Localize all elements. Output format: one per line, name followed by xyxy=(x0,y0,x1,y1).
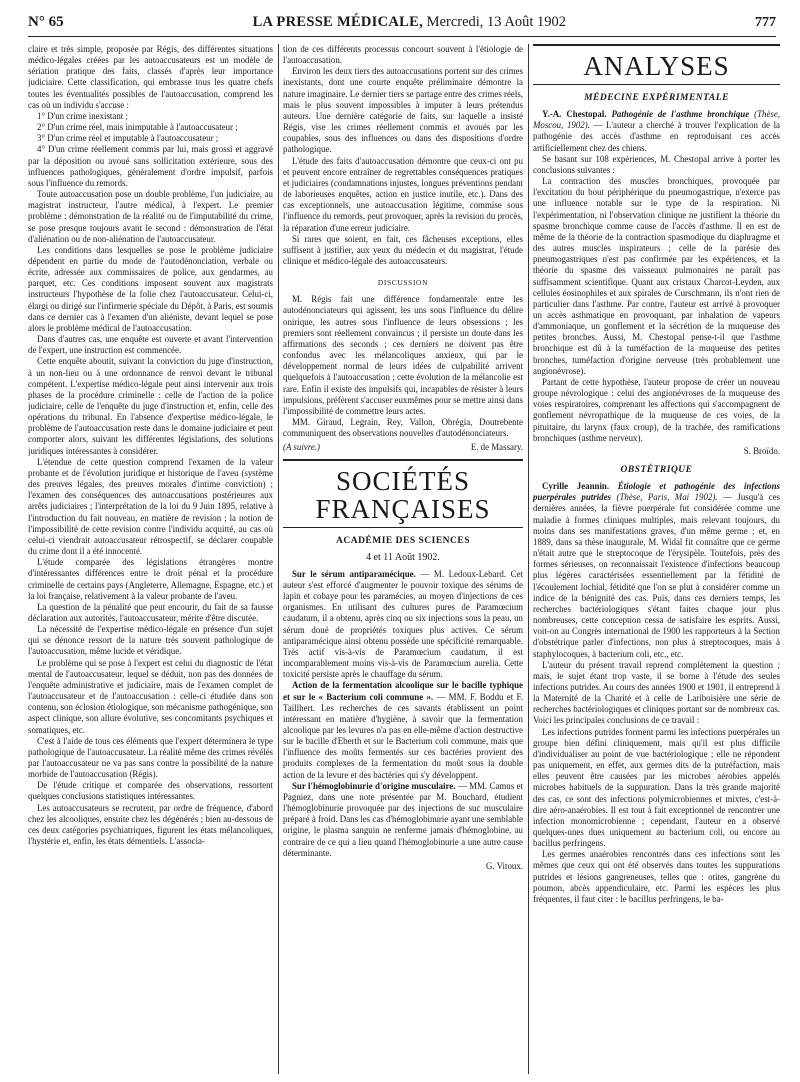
author-signature: G. Vitoux. xyxy=(485,860,523,871)
discussion-heading: DISCUSSION xyxy=(377,278,429,288)
paragraph: Environ les deux tiers des autoaccusations portent sur des crimes inexistants, dont une courte enquête préliminaire démontre la nature imaginaire. Le dernier tiers se partage entre des crimes réels, mais le plus souvent impossibles à imputer à leurs prétendus auteurs. Une dernière catégorie de faits, sur laquelle a insisté Régis, vise les crimes réellement commis et avoués par les coupables, sous des influences ou dans des dispositions d'ordre pathologique. xyxy=(283,66,523,155)
issue-date: Mercredi, 13 Août 1902 xyxy=(426,14,567,30)
author-signature: S. Broïdo. xyxy=(743,445,780,456)
column-1 xyxy=(28,44,273,1076)
to-be-continued: (A suivre.) xyxy=(283,442,320,453)
column-3 xyxy=(533,44,780,1076)
section-banner xyxy=(533,44,780,85)
entry-text: — Jusqu'à ces dernières années, la fièvre puerpérale fut considérée comme une maladie à formes cliniques multiples, mais relevant toujours, du moins dans ses manifestations graves, d'un même germe ; et, en 1889, dans sa thèse inaugurale, M. Widal fit connaître que ce germe n'était autre que le streptocoque de l'érysipèle. Toutefois, près des formes sérieuses, on reconnaissait l'existence d'infections beaucoup plus légères caractérisées essentiellement par la fétidité de l'écoulement lochial, fétidité que l'on se plut à considérer comme un indice de la bénignité des cas. Puis, dans ces derniers temps, les recherches bactériologiques s'étant faites chaque jour plus nombreuses, cette conception cessa de satisfaire les esprits. Aussi, voit-on au Congrès international de 1900 les rapporteurs à la Section d'obstétrique parler d'infections, non plus à streptocoques, mais à staphylocoques, à bacterium coli, etc., etc. xyxy=(533,492,780,659)
author-signature: E. de Massary. xyxy=(470,442,523,453)
entry-ref: (Thèse, Paris, Mai 1902). xyxy=(616,492,718,503)
list-item: 1° D'un crime inexistant ; xyxy=(37,110,128,121)
article-entry xyxy=(533,481,780,660)
entry-lead: Sur l'hémoglobinurie d'origine musculaire. xyxy=(292,780,456,791)
paragraph: Les autoaccusateurs se recrutent, par ordre de fréquence, d'abord chez les alcooliques, ensuite chez les dégénérés ; bien au-dessous de ces deux catégories psychiatriques, figurent les états mélancoliques, l'hystérie et, enfin, les états démentiels. L'associa- xyxy=(28,802,273,847)
paragraph: L'étendue de cette question comprend l'examen de la valeur probante et de l'évolution juridique et historique de l'aveu (système des preuves légales, des preuves morales d'intime conviction) ; l'examen des conséquences des autoaccusations postérieures aux arrêts judiciaires ; l'interprétation de la loi du 9 Juin 1895, relative à l'introduction du fait nouveau, en matière de revision ; la notion de l'impossibilité de cette revision contre l'individu acquitté, au cas où celui-ci viendrait autoaccusateur rétrospectif, se déclarer coupable du crime dont il a été innocenté. xyxy=(28,456,273,557)
paragraph: Les germes anaérobies rencontrés dans ces infections sont les mêmes que ceux qui ont été observés dans toutes les suppurations putrides et lésions gangreneuses, telles que : otites, gangrène du poumon, abcès appendiculaire, etc. Parmi les espèces les plus fréquentes, il faut citer : le bacillus perfringens, le ba- xyxy=(533,849,780,904)
paragraph: Le problème qui se pose à l'expert est celui du diagnostic de l'état mental de l'autoaccusateur, lequel se déduit, non pas des données de l'enquête administrative et judiciaire, mais de l'examen complet de l'autoaccusateur et de l'autoaccusation : celle-ci étudiée dans son contenu, son éclosion étiologique, son mécanisme pathogénique, son aspect clinique, son allure évolutive, ses concomitants psychiques et somatiques, etc. xyxy=(28,657,273,735)
paragraph: De l'étude critique et comparée des observations, ressortent quelques conclusions statistiques intéressantes. xyxy=(28,780,273,802)
paragraph: M. Régis fait une différence fondamentale entre les autodénonciateurs qui agissent, les uns sous l'influence du délire onirique, les autres sous l'influence de leurs obsessions ; les premiers sont réellement convaincus ; il persiste un doute dans les affirmations des seconds ; ces derniers ne doivent pas être confondus avec les mélancoliques anxieux, qui par le développement normal de leurs idées de culpabilité arrivent quelquefois à l'autoaccusation ; cette évolution de la mélancolie est rare. Enfin il existe des impulsifs qui, incapables de résister à leurs impulsions, préfèrent s'accuser euxmêmes pour se mettre ainsi dans l'impossibilité de commettre leurs actes. xyxy=(283,294,523,416)
list-item: 3° D'un crime réel et imputable à l'autoaccusateur ; xyxy=(37,133,219,144)
section-title: ANALYSES xyxy=(583,51,730,81)
session-date: 4 et 11 Août 1902. xyxy=(366,551,440,563)
section-title: SOCIÉTÉS FRANÇAISES xyxy=(315,466,491,525)
signature-line xyxy=(283,442,523,453)
subsection-title: MÉDECINE EXPÉRIMENTALE xyxy=(584,93,729,103)
journal-title xyxy=(253,14,566,31)
entry-lead: Cyrille Jeannin. xyxy=(542,481,610,492)
article-entry xyxy=(533,109,780,154)
article-entry xyxy=(283,680,523,780)
entry-text: — M. Ledoux-Lebard. Cet auteur s'est efforcé d'augmenter le pouvoir toxique des sérums de lapin et cobaye pour les paramécies, au moyen d'injections de ces organismes. En utilisant des cultures pures de Paramœcium caudatum, il a obtenu, après cinq ou six injections sous la peau, un sérum doué de propriétés toxiques plus actives. Ce sérum antiparamécique ainsi obtenu possède une spécificité remarquable. Très actif vis-à-vis de Paramœcium caudatum, il est incomparablement moins vis-à-vis de Paramœcium aurelia. Cette toxicité persiste après le chauffage du sérum. xyxy=(283,568,523,680)
paragraph: L'auteur du présent travail reprend complètement la question ; mais, le sujet étant trop vaste, il se borne à l'étude des seules infections putrides. Au cours des années 1900 et 1901, il entreprend à la Maternité de la Charité et à celle de Lariboisière une série de recherches bactériologiques et cliniques portant sur de nombreux cas. Voici les principales conclusions de ce travail : xyxy=(533,659,780,726)
column-rule xyxy=(278,44,279,1074)
issue-number: N° 65 xyxy=(28,14,64,30)
paragraph: L'étude comparée des législations étrangères montre d'intéressantes différences entre le droit pénal et la procédure criminelle de certains pays (Angleterre, Allemagne, Espagne, etc.) et la loi française, relativement à la valeur probante de l'aveu. xyxy=(28,557,273,601)
entry-text: — L'auteur a cherché à trouver l'explication de la pathogénie des accès d'asthme en reproduisant ces accès artificiellement chez des chiens. xyxy=(533,120,780,153)
column-2 xyxy=(283,44,523,1076)
entry-lead: Sur le sérum antiparamécique. xyxy=(292,568,416,579)
entry-text: — MM. F. Boddu et F. Taillhert. Les recherches de ces savants établissent un point intéressant en matière d'hygiène, à savoir que la fermentation alcoolique par les levures n'a pas en elle-même d'action destructive sur le bacille d'Eberth et sur le Bacterium coli commune, mais que l'influence des moûts fermentés sur ces bactéries provient des produits complexes de la fermentation du moût sous la double action de la levure et des bactéries qui s'y développent. xyxy=(283,691,523,780)
article-entry xyxy=(283,569,523,681)
paragraph: Se basant sur 108 expériences, M. Chestopal arrive à porter les conclusions suivantes : xyxy=(533,153,780,175)
entry-lead: Y.-A. Chestopal. xyxy=(542,109,607,120)
paragraph: Toute autoaccusation pose un double problème, l'un judiciaire, au magistrat instructeur, l'autre médical, à l'expert. Le premier problème : démonstration de la réalité ou de l'imputabilité du crime, se pose presque toujours avant le second : démonstration de l'état d'aliénation ou de non-aliénation de l'autoaccusateur. xyxy=(28,189,273,244)
journal-name: LA PRESSE MÉDICALE, xyxy=(252,14,424,30)
paragraph: MM. Giraud, Legrain, Rey, Vallon, Obrégia, Doutrebente communiquent des observations nouvelles d'autodénonciateurs. xyxy=(283,417,523,439)
page-number: 777 xyxy=(754,15,776,30)
paragraph: Les infections putrides forment parmi les infections puerpérales un groupe bien défini cliniquement, mais qu'il est plus difficile d'individualiser au point de vue bactériologique ; elle ne répondent pas uniquement, en effet, aux germes dits de la putréfaction, mais elles peuvent être causées par les microbes aérobies appelés microbes habituels de la suppuration. Dans la très grande majorité des cas, ce sont des infections polymicrobiennes et mixtes, c'est-à-dire aéro-anaérobies. Il est tout à fait exceptionnel de rencontrer une infection monomicrobienne ; cependant, l'auteur en a observé quelques-unes dues uniquement au bacterium coli, ou encore au bacillus perfringens. xyxy=(533,726,780,849)
paragraph: Si rares que soient, en fait, ces fâcheuses exceptions, elles suffisent à justifier, aux yeux du médecin et du magistrat, l'étude clinique et médico-légale des autoaccusateurs. xyxy=(283,233,523,266)
paragraph: Les conditions dans lesquelles se pose le problème judiciaire dépendent en partie du mode de l'autodénonciation, verbale ou écrite, adressée aux commissaires de police, aux gendarmes, au parquet, etc. Ces conditions imposent souvent aux magistrats instructeurs l'hypothèse de la folie chez l'autoaccusateur. Celui-ci, élargi ou dirigé sur l'infirmerie spéciale du Dépôt, à Paris, est soumis dans ce dernier cas à l'examen d'un aliéniste, devant lequel se pose alors le problème médical de l'autoaccusation. xyxy=(28,244,273,333)
entry-lead: Action de la fermentation alcoolique sur le bacille typhique et sur le « Bacterium coli commune ». xyxy=(283,680,523,702)
paragraph: La contraction des muscles bronchiques, provoquée par l'excitation du bout périphérique du pneumogastrique, n'exerce pas une influence notable sur le type de la respiration. Ni l'expérimentation, ni l'observation clinique ne justifient la théorie du spasme bronchique comme cause de l'accès d'asthme. Il en est de même de la théorie de la contraction spasmodique du diaphragme et des autres muscles inspirateurs ; celle de la parésie des pneumogastriques n'est pas confirmée par les expériences, et la théorie du spasme des vaisseaux pulmonaires ne paraît pas suffisamment scientifique. Quant aux cristaux Charcot-Leyden, aux cellules éosinophiles et aux spirales de Curschmann, ils n'ont rien de particulier dans l'asthme. Par contre, l'auteur est arrivé à provoquer un accès asthmatique en provoquant, par inhalation de vapeurs d'ammoniaque, un gonflement et la sécrétion de la muqueuse des petites bronches. Aussi, M. Chestopal pense-t-il que l'asthme bronchique est dû à la tuméfaction de la muqueuse des petites bronches, tuméfaction d'origine nerveuse (très probablement une angionévrose). xyxy=(533,176,780,376)
paragraph: claire et très simple, proposée par Régis, des différentes situations médico-légales créées par les autoaccusateurs est un modèle de sériation pratique des faits, classés d'après leur importance judiciaire. Cette classification, qui embrasse tous les quatre chefs toutes les éventualités possibles de l'autoaccusation, comprend les cas où un individu s'accuse : xyxy=(28,44,273,110)
subsection-title: OBSTÉTRIQUE xyxy=(620,465,693,475)
list-item: 4° D'un crime réellement commis par lui, mais grossi et aggravé par la déposition ou avoué sans sollicitation extérieure, sous des influences pathologiques, généralement d'ordre impulsif, parfois sous l'influence du remords. xyxy=(28,144,273,188)
list-item: 2° D'un crime réel, mais inimputable à l'autoaccusateur ; xyxy=(37,122,238,133)
paragraph: La nécessité de l'expertise médico-légale en présence d'un sujet qui se dénonce ressort de la nature très souvent pathologique de l'autoaccusation, même lucide et véridique. xyxy=(28,624,273,657)
entry-text: — MM. Camus et Pagniez, dans une note présentée par M. Bouchard, étudient l'hémoglobinurie provoquée par des injections de suc musculaire préparé à froid. Dans les cas d'hémoglobinurie ayant une semblable origine, le plasma sanguin ne renferme jamais d'hémoglobine, au contraire de ce qui a lieu quand l'hémoglobinurie a une autre cause déterminante. xyxy=(283,780,523,858)
paragraph: C'est à l'aide de tous ces éléments que l'expert déterminera le type pathologique de l'autoaccusateur. La réalité même des crimes révélés par l'autoaccusateur ne va pas sans contre la possibilité de la nature morbide de l'autoaccusation (Régis). xyxy=(28,735,273,780)
paragraph: La question de la pénalité que peut encourir, du fait de sa fausse déclaration aux autorités, l'autoaccusateur, mérite d'être discutée. xyxy=(28,601,273,623)
article-entry xyxy=(283,781,523,859)
entry-title: Étiologie et pathogénie des infections puerpérales putrides xyxy=(533,481,780,503)
paragraph: Cette enquête aboutit, suivant la conviction du juge d'instruction, à un non-lieu ou à une ordonnance de renvoi devant le tribunal compétent. L'expertise médico-légale peut ainsi intervenir aux trois phases de la procédure criminelle : celle de l'action de la police judiciaire, celle de l'enquête du juge d'instruction et, enfin, celle des opérations du tribunal. En l'absence d'expertise médico-légale, le problème de l'autoaccusation reste dans le domaine judiciaire et peut comporter alors, suivant les différentes législations, des solutions juridiques intéressantes à considérer. xyxy=(28,356,273,456)
paragraph: Dans d'autres cas, une enquête est ouverte et avant l'intervention de l'expert, une instruction est commencée. xyxy=(28,334,273,356)
paragraph: tion de ces différents processus concourt souvent à l'étiologie de l'autoaccusation. xyxy=(283,44,523,66)
paragraph: Partant de cette hypothèse, l'auteur propose de créer un nouveau groupe névrologique : celui des angionévroses de la muqueuse des voies respiratoires, comprenant les affections qui s'accompagnent de gonflement névropathique de la muqueuse de ces voies, de la pituitaire, du larynx (faux croup), de la trachée, des ramifications bronchiques (asthme nerveux). xyxy=(533,376,780,443)
subsection-title: ACADÉMIE DES SCIENCES xyxy=(335,536,471,547)
page-header xyxy=(28,14,776,37)
paragraph: L'étude des faits d'autoaccusation démontre que ceux-ci ont pu et peuvent encore entraîner de regrettables conséquences pratiques et judiciaires (condamnations injustes, longues préventions pendant de laborieuses enquêtes, action en justice inutile, etc.). Dans des cas exceptionnels, une autoaccusation légitime, commise sous l'influence du remords, peut provoquer, après la revision du procès, la réparation d'une erreur judiciaire. xyxy=(283,155,523,233)
column-rule xyxy=(528,44,529,1074)
entry-ref: (Thèse, Moscou, 1902). xyxy=(533,109,780,131)
section-banner xyxy=(283,459,523,528)
entry-title: Pathogénie de l'asthme bronchique xyxy=(606,109,755,120)
